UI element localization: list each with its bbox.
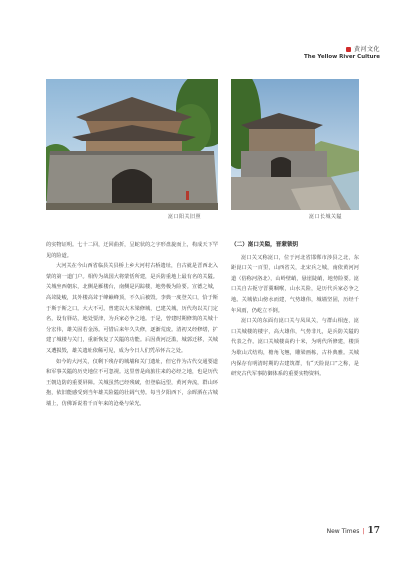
page-header: [304, 44, 380, 60]
photo-caption-right: 崑口长城关隘: [309, 214, 343, 220]
paragraph: 大河关在今山西省临县关县桥上乡大河村古桥遗址，自古就是晋西北入蒙的第一道门户。相传为战国大将蒙恬所建，是兵防重地上最有名的关隘。关城坐西朝东，北侧是雁楼台，南侧是闪踪楼，地势极为险要。宣德之城，高耸陡峻，其外楼高耸于峰巅峰顶，不久后被毁。李典一度登关口，恰于斯于斯于斯之口。大大不可。曾建以大木梁修城，已建关城，历代均以关门定名，设有驿站，地处要津，为兵家必争之地。于是，曾建时期修筑的关城十分宏伟，雄关固若金汤。可惜后来年久失修，逐渐荒废。清初又经修缮，扩建了城楼与关门，重新恢复了关隘的功能。后因黄河泛滥，城郭迁移，关城又遭损毁，雄关遗址依稀可见，成为今日人们凭吊怀古之处。: [46, 263, 218, 354]
pass-gate-photo: [231, 79, 359, 210]
photo-caption-left: 崑口阳关旧照: [168, 214, 202, 220]
subsection-heading: （二）崑口关隘，晋蒙锁钥: [231, 242, 299, 248]
page-number: 17: [367, 526, 380, 536]
page-footer: [327, 526, 380, 536]
paragraph: 如今的大河关，仅剩下残存的城墙和关门遗址，但它作为古代交通要道和军事关隘的历史地位不可忽视。这里曾是商旅往来的必经之地，也是历代王朝边防的重要屏障。关城虽然已经残破，但登临远望，黄河奔流，群山环抱，依旧能感受到当年雄关险隘的壮阔气势。每当夕阳西下，余晖洒在古城墙上，仿佛诉说着千百年来的沧桑与荣光。: [46, 358, 218, 407]
gate-tower-illustration: [46, 79, 218, 210]
pass-gate-illustration: [231, 79, 359, 210]
red-square-icon: [346, 47, 351, 52]
publication-name: New Times: [326, 528, 360, 535]
right-text-column: [231, 240, 359, 380]
paragraph: 的实物证明。七十二回，迂回曲折，呈蛇状的之字形盘旋而上，构成天下罕见的险道。: [46, 242, 218, 259]
paragraph: 崑口关又称崑口，位于河北省邯郸市涉县之北，东距崑口关一百里，山西省关，北宋兵之城，南依黄河河道（俗称河洛北），山岭壁峭，悬崖陡峭，地势险要。崑口关自古扼守晋冀咽喉，山水关险，是历代兵家必争之地。关城依山傍水而建，气势雄伟，城墙坚固，历经千年风雨，仍屹立不倒。: [231, 254, 359, 314]
gate-tower-photo: [46, 79, 218, 210]
footer-separator: |: [362, 528, 365, 535]
paragraph: 崑口关的东面有崑口关与凤凤关，与群山相连，崑口关城楼的楼宇，高大雄伟，气势非凡，是兵防关隘的代表之作。崑口关城楼高约十米，为明代所修建，楼顶为歇山式结构，檐角飞翘，雕梁画栋，古朴典雅。关城内保存有明清时期的古建筑群，有“天险崑口”之称，是研究古代军事防御体系的重要实物资料。: [231, 318, 359, 378]
section-title-cn: 黄河文化: [304, 44, 380, 53]
left-text-column: [46, 240, 218, 410]
section-title-en: The Yellow River Culture: [304, 54, 380, 60]
